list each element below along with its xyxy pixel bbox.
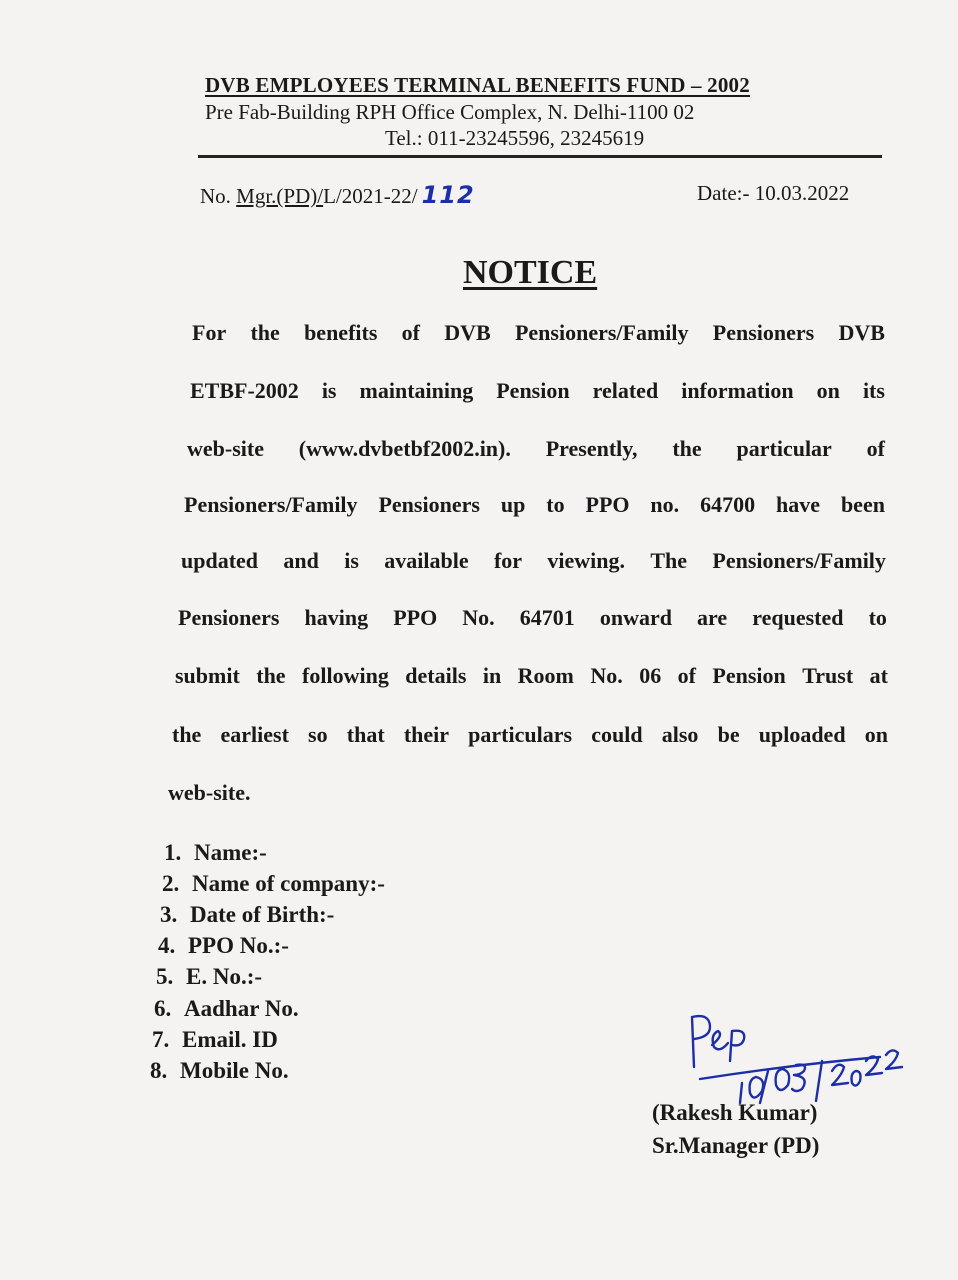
list-item-number: 6. [154, 996, 172, 1021]
body-line: web-site. [168, 780, 251, 805]
list-item-label: E. No.:- [186, 964, 263, 989]
notice-title: NOTICE [463, 254, 598, 291]
list-item-label: Name:- [194, 840, 267, 865]
list-item-label: Name of company:- [192, 871, 385, 896]
reference-prefix: No. [200, 184, 237, 208]
body-line: Pensioners/Family Pensioners up to PPO no. 64700 have been [184, 492, 885, 517]
signatory-designation: Sr.Manager (PD) [652, 1133, 820, 1158]
header-divider [198, 155, 882, 158]
handwritten-reference-number: 112 [421, 181, 475, 209]
list-item-number: 1. [164, 840, 182, 865]
list-item [162, 871, 385, 897]
body-line: web-site (www.dvbetbf2002.in). Presently, the particular of [187, 436, 885, 461]
list-item-number: 7. [152, 1027, 170, 1052]
list-item [152, 1027, 278, 1053]
signature-image [680, 1005, 910, 1105]
list-item-label: Mobile No. [180, 1058, 289, 1083]
list-item-number: 5. [156, 964, 174, 989]
body-line: ETBF-2002 is maintaining Pension related information on its [190, 378, 885, 403]
list-item-label: PPO No.:- [188, 933, 289, 958]
list-item-number: 4. [158, 933, 176, 958]
list-item-number: 2. [162, 871, 180, 896]
list-item-number: 3. [160, 902, 178, 927]
signatory-name: (Rakesh Kumar) [652, 1100, 818, 1125]
org-name: DVB EMPLOYEES TERMINAL BENEFITS FUND – 2002 [205, 73, 750, 97]
reference-underlined: Mgr.(PD)/ [236, 184, 324, 208]
list-item-label: Aadhar No. [184, 996, 299, 1021]
list-item-number: 8. [150, 1058, 168, 1083]
body-line: Pensioners having PPO No. 64701 onward are requested to [178, 605, 887, 630]
reference-suffix: L/2021-22/ [323, 184, 418, 208]
list-item [156, 964, 262, 990]
list-item [164, 840, 267, 866]
list-item-label: Date of Birth:- [190, 902, 335, 927]
body-line: submit the following details in Room No. 06 of Pension Trust at [175, 663, 888, 688]
org-telephone: Tel.: 011-23245596, 23245619 [385, 126, 645, 150]
list-item [158, 933, 289, 959]
notice-date: Date:- 10.03.2022 [697, 181, 850, 205]
reference-number [200, 181, 475, 209]
body-line: updated and is available for viewing. The Pensioners/Family [181, 548, 886, 573]
list-item [154, 996, 299, 1022]
body-line: the earliest so that their particulars could also be uploaded on [172, 722, 888, 747]
body-line: For the benefits of DVB Pensioners/Family Pensioners DVB [192, 320, 885, 345]
list-item-label: Email. ID [182, 1027, 278, 1052]
list-item [160, 902, 334, 928]
org-address: Pre Fab-Building RPH Office Complex, N. Delhi-1100 02 [205, 100, 695, 124]
list-item [150, 1058, 289, 1084]
